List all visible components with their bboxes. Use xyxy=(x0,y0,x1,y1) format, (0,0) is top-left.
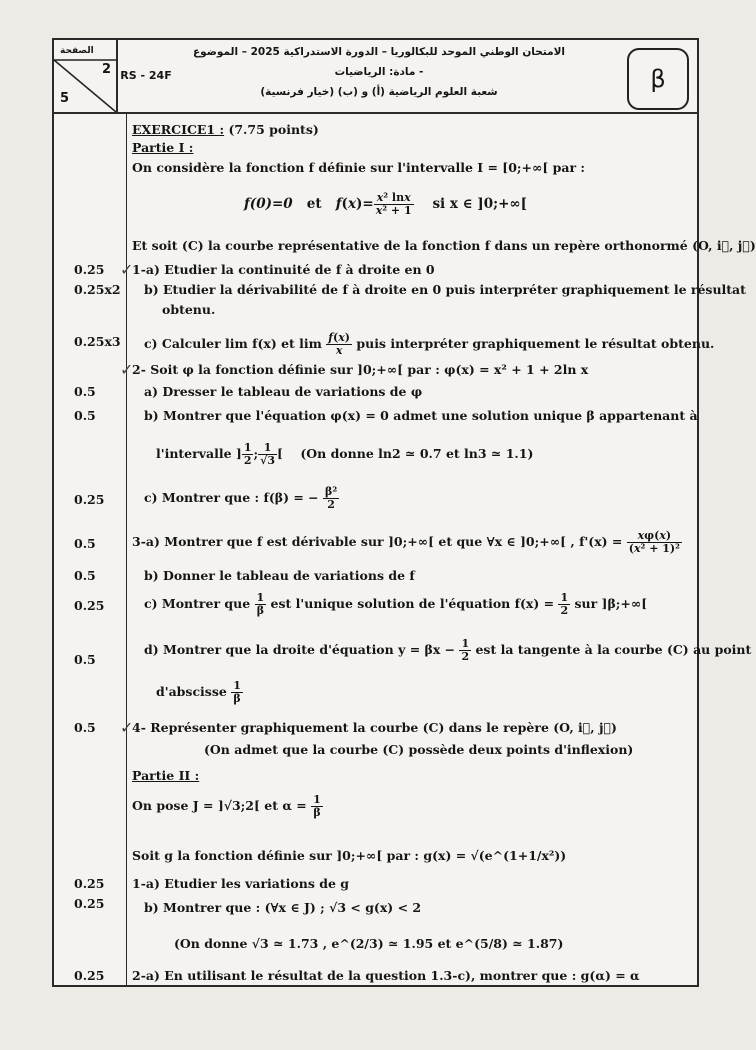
page-number-box xyxy=(54,40,118,112)
q1b-line1: b) Etudier la dérivabilité de f à droite en 0 puis interpréter graphiquement le résultat xyxy=(144,282,746,297)
q1c-part2: puis interpréter graphiquement le résultat obtenu. xyxy=(356,336,715,352)
score: 0.25 xyxy=(74,876,105,891)
q3d-part2: est la tangente à la courbe (C) au point xyxy=(475,642,752,658)
q1c: c) Calculer lim f(x) et lim $\frac{f(x)}{x}$ puis interpréter graphiquement le résultat obtenu. xyxy=(144,331,715,358)
score: 0.5 xyxy=(74,536,96,551)
q2b-line2: l'intervalle ] $\frac{1}{2}$ ; $\frac{1}{√3}$ [ (On donne ln2 ≃ 0.7 et ln3 ≃ 1.1) xyxy=(156,441,534,468)
q2b-interval-label: l'intervalle xyxy=(156,446,232,462)
exam-title: الامتحان الوطني الموحد للبكالوريا – الدورة الاستدراكية 2025 – الموضوع xyxy=(192,46,565,58)
p2-g: Soit g la fonction définie sur ]0;+∞[ par : g(x) = √(e^(1+1/x²)) xyxy=(132,848,567,863)
option-symbol: β xyxy=(627,48,689,110)
check-mark-icon: ✓ xyxy=(120,260,134,279)
exercise-title: EXERCICE1 : xyxy=(132,122,225,137)
p2-pose: On pose J = ]√3;2[ et α = $\frac{1}{\beta}$ xyxy=(132,793,321,820)
score: 0.5 xyxy=(74,568,96,583)
q1c-part1: c) Calculer lim f(x) et lim xyxy=(144,336,322,352)
score: 0.5 xyxy=(74,652,96,667)
exam-page xyxy=(52,38,756,987)
q4: 4- Représenter graphiquement la courbe (C) dans le repère (O, i⃗, j⃗) xyxy=(132,720,617,735)
q2: 2- Soit φ la fonction définie sur ]0;+∞[ par : φ(x) = x² + 1 + 2ln x xyxy=(132,362,589,377)
q3c-part1: c) Montrer que xyxy=(144,596,251,612)
q3d-line1: d) Montrer que la droite d'équation y = βx − $\frac{1}{2}$ est la tangente à la courbe (C) au point xyxy=(144,637,752,664)
page-total: 5 xyxy=(60,91,70,106)
q2c: c) Montrer que : f(β) = − $\frac{\text{β²}}{2}$ xyxy=(144,485,338,512)
subject: - مادة: الرياضيات xyxy=(334,66,424,78)
p2-1b-note: (On donne √3 ≃ 1.73 , e^(2/3) ≃ 1.95 et e^(5/8) ≃ 1.87) xyxy=(174,936,564,951)
q3a: 3-a) Montrer que f est dérivable sur ]0;+∞[ et que ∀x ∈ ]0;+∞[ , f'(x) = $\frac{x\varphi(x)}{\text{(x² + 1)²}}$ xyxy=(132,529,680,556)
q1b-line2: obtenu. xyxy=(162,302,216,317)
branch: شعبة العلوم الرياضية (أ) و (ب) (خيار فرنسية) xyxy=(260,86,498,98)
score: 0.5 xyxy=(74,408,96,423)
page-label: الصفحة xyxy=(60,46,94,56)
score: 0.25 xyxy=(74,598,105,613)
exercise-points: (7.75 points) xyxy=(228,122,319,137)
intro-line: On considère la fonction f définie sur l'intervalle I = [0;+∞[ par : xyxy=(132,160,586,175)
page-number: 2 xyxy=(101,62,111,77)
score: 0.5 xyxy=(74,384,96,399)
p2-pose-text: On pose J = ]√3;2[ et α = xyxy=(132,798,307,814)
check-mark-icon: ✓ xyxy=(120,718,134,737)
p2-1b: b) Montrer que : (∀x ∈ J) ; √3 < g(x) < 2 xyxy=(144,900,422,915)
q3b: b) Donner le tableau de variations de f xyxy=(144,568,415,583)
score: 0.25 xyxy=(74,492,105,507)
exam-code: RS - 24F xyxy=(120,69,172,82)
q1a: 1-a) Etudier la continuité de f à droite en 0 xyxy=(132,262,435,277)
q3c-part2: est l'unique solution de l'équation f(x) = xyxy=(270,596,555,612)
q2c-text: c) Montrer que : f(β) = − xyxy=(144,490,319,506)
function-definition: f(0)=0 et f(x)= $\frac{\text{x² lnx}}{\text{x² + 1}}$ si x ∈ ]0;+∞[ xyxy=(244,191,528,218)
definition-and: et xyxy=(306,196,322,213)
q4-note: (On admet que la courbe (C) possède deux points d'inflexion) xyxy=(204,742,634,757)
score: 0.25 xyxy=(74,896,105,911)
part2-title: Partie II : xyxy=(132,768,200,783)
q3c-part3: sur ]β;+∞[ xyxy=(574,596,648,612)
q3d-part1: d) Montrer que la droite d'équation y = βx − xyxy=(144,642,456,658)
definition-domain: si x ∈ ]0;+∞[ xyxy=(432,196,528,213)
q2b-line1: b) Montrer que l'équation φ(x) = 0 admet une solution unique β appartenant à xyxy=(144,408,698,423)
q3a-text: 3-a) Montrer que f est dérivable sur ]0;+∞[ et que ∀x ∈ ]0;+∞[ , f'(x) = xyxy=(132,534,623,550)
score: 0.25x2 xyxy=(74,282,121,297)
exercise-heading xyxy=(132,122,319,137)
q3d-line2: d'abscisse $\frac{1}{\beta}$ xyxy=(156,679,241,706)
score: 0.25x3 xyxy=(74,334,121,349)
check-mark-icon: ✓ xyxy=(120,360,134,379)
q2b-hint: (On donne ln2 ≃ 0.7 et ln3 ≃ 1.1) xyxy=(300,446,534,462)
q2a: a) Dresser le tableau de variations de φ xyxy=(144,384,423,399)
p2-2a: 2-a) En utilisant le résultat de la question 1.3-c), montrer que : g(α) = α xyxy=(132,968,640,983)
q3d-part3: d'abscisse xyxy=(156,684,227,700)
part1-title: Partie I : xyxy=(132,140,194,155)
q3c: c) Montrer que $\frac{1}{\beta}$ est l'unique solution de l'équation f(x) = $\frac{1}{2}$ sur ]β;+∞[ xyxy=(144,591,648,618)
score: 0.25 xyxy=(74,262,105,277)
score: 0.25 xyxy=(74,968,105,983)
header xyxy=(54,40,697,114)
definition-at-zero: f(0)=0 xyxy=(244,196,293,213)
curve-line: Et soit (C) la courbe représentative de la fonction f dans un repère orthonormé (O, i⃗, j⃗) xyxy=(132,238,756,253)
p2-1a: 1-a) Etudier les variations de g xyxy=(132,876,350,891)
score: 0.5 xyxy=(74,720,96,735)
